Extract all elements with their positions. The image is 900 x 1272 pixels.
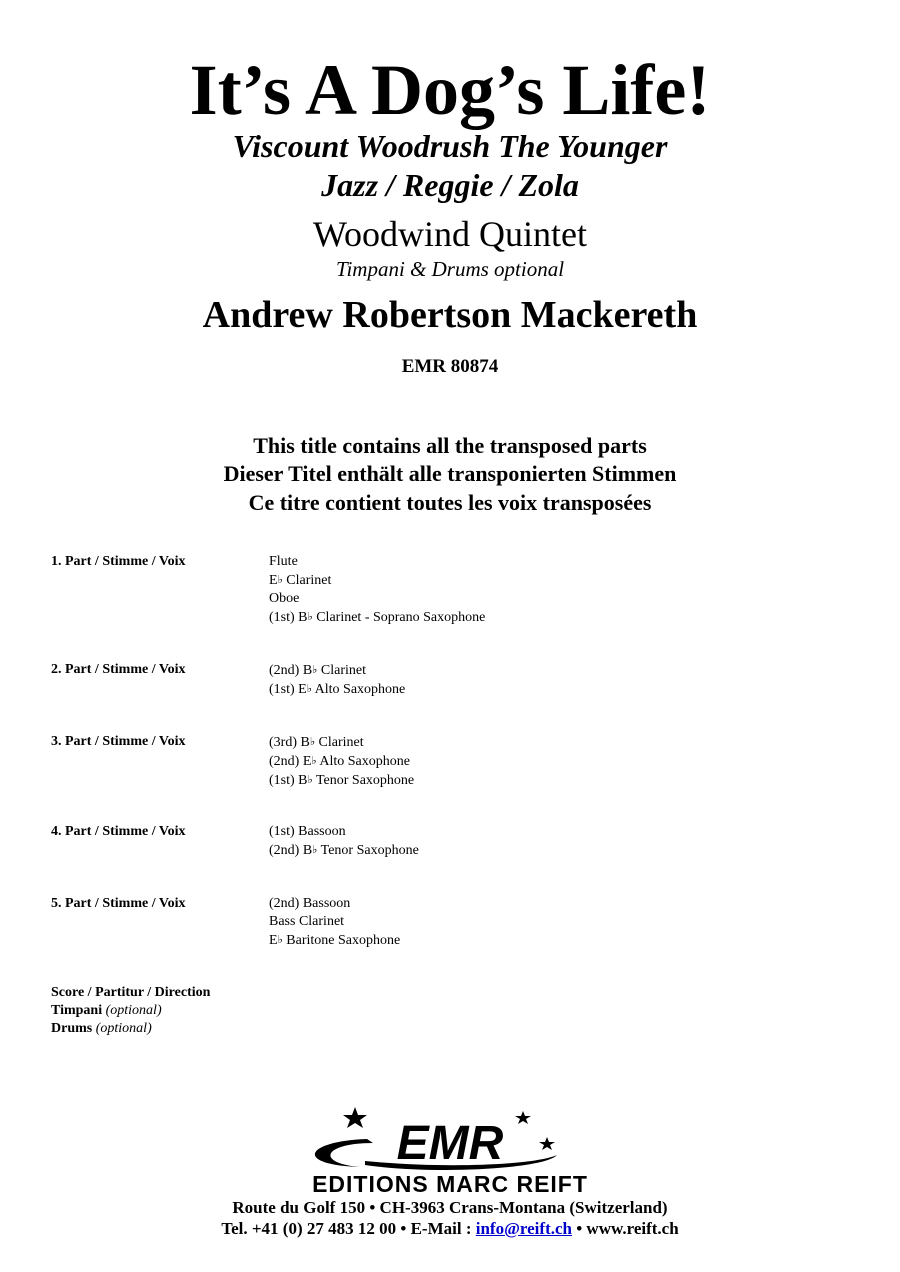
part-label: 3. Part / Stimme / Voix — [51, 734, 186, 749]
page-title: It’s A Dog’s Life! — [189, 50, 711, 130]
part-instrument-list — [269, 661, 405, 699]
flat-icon: ♭ — [306, 683, 312, 695]
instrument-name: Clarinet — [320, 663, 366, 678]
instrument-part-number: (2nd) — [269, 843, 300, 858]
ensemble: Woodwind Quintet — [312, 214, 588, 254]
instrument-part-number: (1st) — [269, 773, 295, 788]
publisher-logo — [245, 1103, 655, 1195]
instrument-item — [269, 680, 405, 699]
instrument-item — [269, 553, 485, 571]
instrument-part-number: (2nd) — [269, 754, 300, 769]
instrument-name: Alto Saxophone — [319, 754, 410, 769]
notice-english: This title contains all the transposed parts — [253, 433, 647, 458]
instrument-name: Alto Saxophone — [314, 682, 406, 697]
subtitle-styles: Jazz / Reggie / Zola — [321, 167, 579, 203]
instrument-item — [269, 590, 485, 608]
instrument-name: Clarinet — [286, 573, 332, 588]
part-label: 4. Part / Stimme / Voix — [51, 824, 186, 839]
timpani-label: Timpani — [51, 1003, 103, 1018]
timpani-optional: (optional) — [105, 1003, 162, 1018]
instrument-item — [269, 608, 485, 627]
publisher-name: EDITIONS MARC REIFT — [312, 1171, 588, 1195]
instrument-item — [269, 895, 400, 913]
instrument-name: Oboe — [269, 591, 300, 606]
instrument-name: Clarinet - Soprano Saxophone — [316, 610, 486, 625]
drums-label: Drums — [51, 1021, 93, 1036]
instrument-name: Bassoon — [298, 824, 346, 839]
subtitle-movements: Viscount Woodrush The Younger — [232, 128, 668, 164]
instrument-key: E — [269, 933, 278, 948]
flat-icon: ♭ — [307, 611, 313, 623]
flat-icon: ♭ — [312, 844, 318, 856]
part-label: 1. Part / Stimme / Voix — [51, 554, 186, 569]
flat-icon: ♭ — [312, 664, 318, 676]
instrument-name: Bass Clarinet — [269, 914, 345, 929]
extra-parts — [51, 984, 210, 1038]
flat-icon: ♭ — [307, 774, 313, 786]
flat-icon: ♭ — [277, 574, 283, 586]
flat-icon: ♭ — [311, 755, 317, 767]
instrument-name: Flute — [269, 554, 298, 569]
flat-icon: ♭ — [277, 934, 283, 946]
instrument-key: B — [302, 843, 313, 858]
publisher-tel: Tel. +41 (0) 27 483 12 00 • E-Mail : — [221, 1219, 476, 1238]
instrument-key: E — [302, 754, 312, 769]
part-instrument-list — [269, 895, 400, 950]
instrument-item — [269, 752, 414, 771]
publisher-address: Route du Golf 150 • CH-3963 Crans-Montana (Switzerland) — [232, 1198, 668, 1217]
instrument-name: Bassoon — [302, 896, 351, 911]
email-link[interactable]: info@reift.ch — [475, 1219, 572, 1238]
drums-optional: (optional) — [95, 1021, 152, 1036]
part-instrument-list — [269, 553, 485, 627]
instrument-part-number: (2nd) — [269, 896, 300, 911]
instrument-key: B — [298, 610, 308, 625]
score-label: Score / Partitur / Direction — [51, 985, 211, 1000]
instrument-key: B — [298, 773, 308, 788]
flat-icon: ♭ — [309, 736, 316, 748]
instrument-key: E — [269, 573, 278, 588]
instrument-part-number: (1st) — [269, 682, 295, 697]
instrument-key: B — [300, 735, 310, 750]
instrument-key: E — [298, 682, 307, 697]
logo-emr-text: EMR — [396, 1117, 504, 1170]
instrument-key: B — [302, 663, 313, 678]
catalog-number: EMR 80874 — [401, 356, 499, 377]
instrument-item — [269, 931, 400, 950]
instrument-name: Tenor Saxophone — [315, 773, 415, 788]
optional-note: Timpani & Drums optional — [335, 257, 565, 281]
part-instrument-list — [269, 823, 419, 860]
instrument-name: Baritone Saxophone — [286, 933, 401, 948]
instrument-item — [269, 571, 485, 590]
instrument-part-number: (1st) — [269, 610, 295, 625]
notice-german: Dieser Titel enthält alle transponierten Stimmen — [223, 461, 677, 486]
instrument-part-number: (1st) — [269, 824, 295, 839]
instrument-item — [269, 661, 405, 680]
instrument-item — [269, 841, 419, 860]
instrument-name: Clarinet — [318, 735, 364, 750]
notice-french: Ce titre contient toutes les voix transposées — [248, 490, 652, 515]
instrument-item — [269, 913, 400, 931]
timpani-line — [51, 1002, 210, 1020]
publisher-contact — [0, 1218, 900, 1239]
instrument-part-number: (3rd) — [269, 735, 297, 750]
instrument-item — [269, 733, 414, 752]
instrument-name: Tenor Saxophone — [320, 843, 419, 858]
drums-line — [51, 1020, 210, 1038]
composer: Andrew Robertson Mackereth — [202, 294, 698, 336]
publisher-web[interactable]: • www.reift.ch — [571, 1219, 679, 1238]
part-label: 5. Part / Stimme / Voix — [51, 896, 186, 911]
instrument-item — [269, 823, 419, 841]
instrument-part-number: (2nd) — [269, 663, 300, 678]
instrument-item — [269, 771, 414, 790]
part-label: 2. Part / Stimme / Voix — [51, 662, 186, 677]
part-instrument-list — [269, 733, 414, 790]
